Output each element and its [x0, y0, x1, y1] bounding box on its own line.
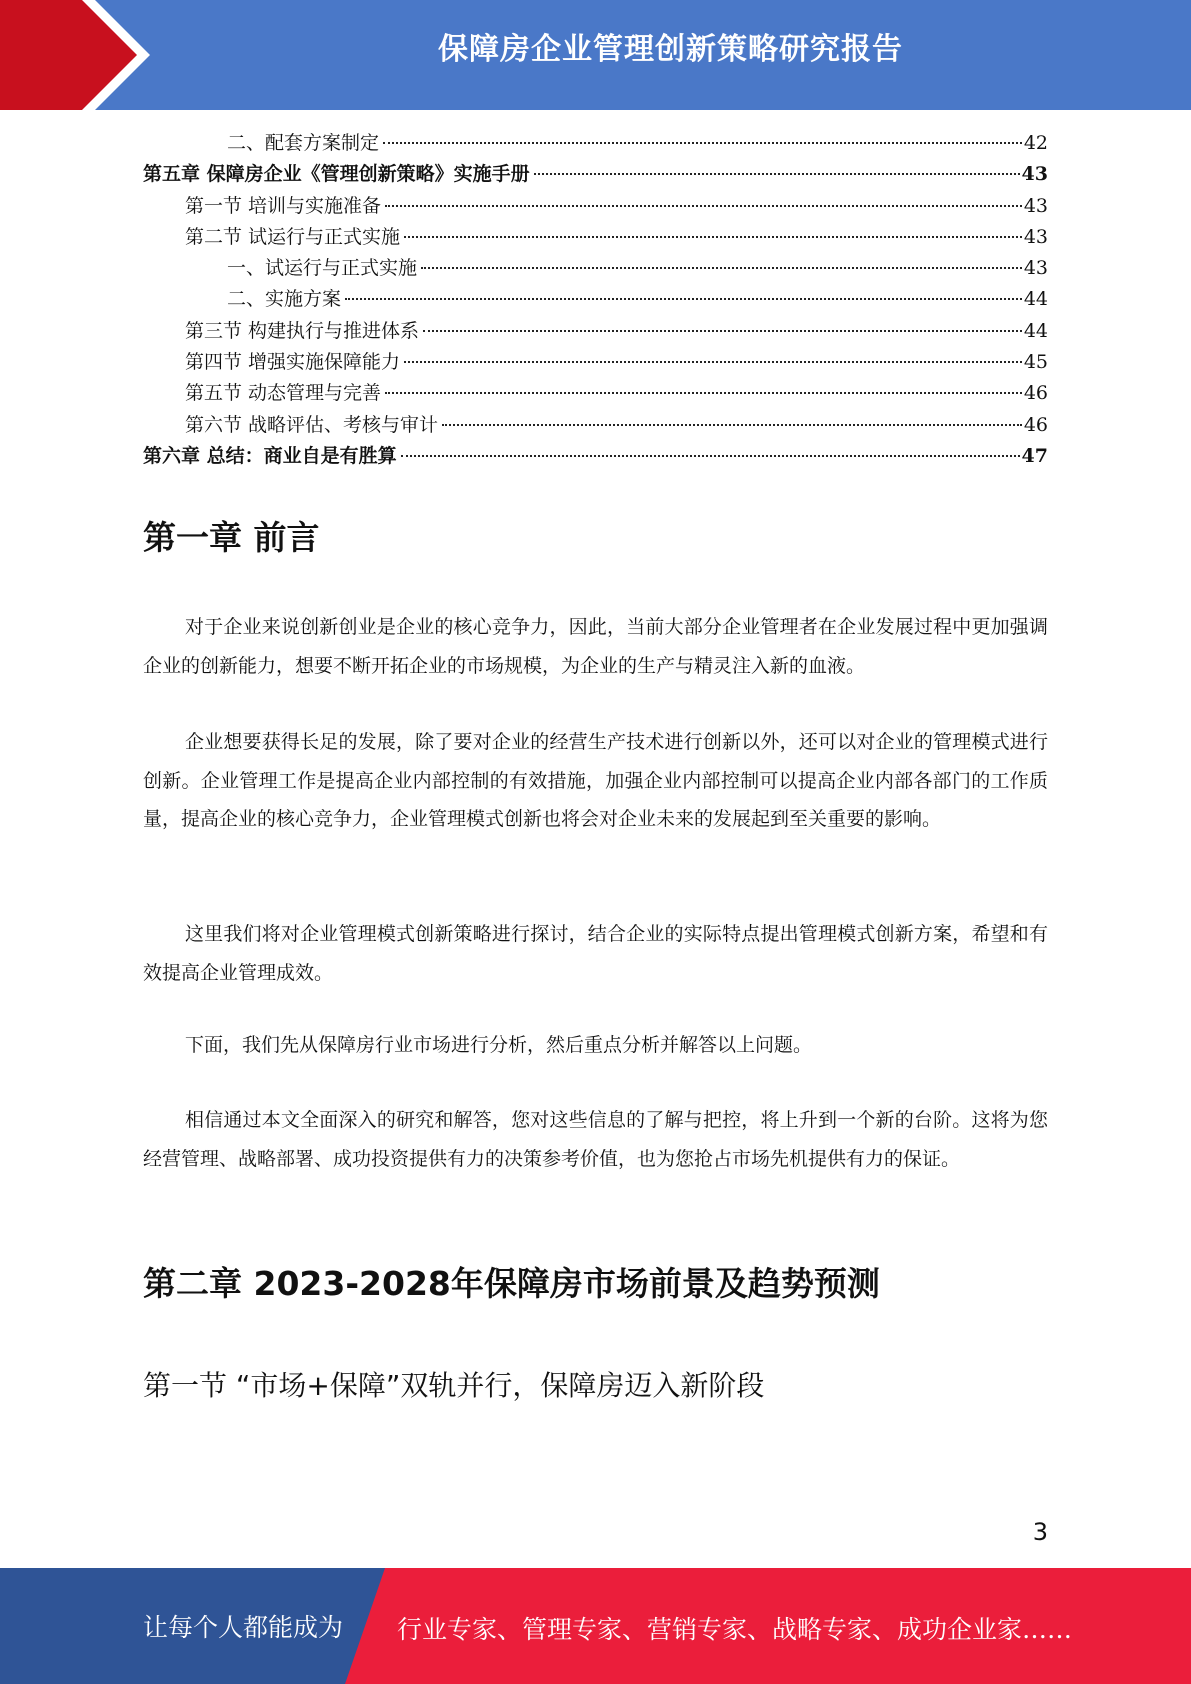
toc-entry[interactable] — [143, 191, 1048, 222]
toc-entry-label: 第三节 构建执行与推进体系 — [185, 319, 420, 342]
toc-leader-dots — [534, 173, 1020, 175]
table-of-contents — [143, 128, 1048, 472]
page-header — [0, 0, 1191, 110]
toc-entry[interactable] — [143, 410, 1048, 441]
toc-entry-label: 第四节 增强实施保障能力 — [185, 351, 401, 374]
toc-entry[interactable] — [143, 128, 1048, 159]
chapter-1-paragraph: 下面，我们先从保障房行业市场进行分析，然后重点分析并解答以上问题。 — [185, 1034, 813, 1056]
toc-entry-page: 46 — [1023, 382, 1048, 405]
report-title: 保障房企业管理创新策略研究报告 — [438, 32, 903, 67]
toc-entry-page: 42 — [1023, 132, 1048, 154]
toc-leader-dots — [385, 392, 1022, 394]
toc-entry-page: 44 — [1023, 319, 1048, 342]
toc-leader-dots — [401, 455, 1020, 457]
toc-entry[interactable] — [143, 441, 1048, 472]
toc-entry-page: 43 — [1023, 194, 1048, 217]
toc-leader-dots — [383, 142, 1022, 144]
page-footer — [0, 1568, 1191, 1684]
chapter-1-paragraph: 这里我们将对企业管理模式创新策略进行探讨，结合企业的实际特点提出管理模式创新方案，希望和有效提高企业管理成效。 — [143, 923, 1048, 984]
toc-entry[interactable] — [143, 378, 1048, 409]
toc-leader-dots — [404, 361, 1022, 363]
toc-entry[interactable] — [143, 253, 1048, 284]
toc-entry-label: 第五节 动态管理与完善 — [185, 382, 382, 405]
toc-entry-page: 45 — [1023, 351, 1048, 374]
toc-entry-label: 二、配套方案制定 — [227, 132, 380, 154]
toc-entry-page: 43 — [1023, 257, 1048, 280]
toc-entry-label: 一、试运行与正式实施 — [227, 257, 418, 280]
chapter-2-heading: 第二章 2023-2028年保障房市场前景及趋势预测 — [143, 1264, 880, 1303]
toc-entry-label: 第一节 培训与实施准备 — [185, 194, 382, 217]
header-arrow-decoration — [0, 0, 160, 110]
toc-entry[interactable] — [143, 222, 1048, 253]
toc-entry-page: 44 — [1023, 288, 1048, 311]
toc-entry-label: 第五章 保障房企业《管理创新策略》实施手册 — [143, 163, 530, 186]
toc-entry-page: 47 — [1021, 444, 1048, 467]
footer-slogan-right: 行业专家、管理专家、营销专家、战略专家、成功企业家…… — [397, 1615, 1073, 1644]
toc-entry-page: 46 — [1023, 413, 1048, 436]
toc-leader-dots — [345, 298, 1022, 300]
toc-entry-label: 二、实施方案 — [227, 288, 342, 311]
toc-leader-dots — [442, 424, 1022, 426]
chapter-1-paragraph: 企业想要获得长足的发展，除了要对企业的经营生产技术进行创新以外，还可以对企业的管理模式进行创新。企业管理工作是提高企业内部控制的有效措施，加强企业内部控制可以提高企业内部各部门的工作质量，提高企业的核心竞争力，企业管理模式创新也将会对企业未来的发展起到至关重要的影响。 — [143, 731, 1048, 830]
chapter-1-paragraph: 相信通过本文全面深入的研究和解答，您对这些信息的了解与把控，将上升到一个新的台阶。这将为您经营管理、战略部署、成功投资提供有力的决策参考价值，也为您抢占市场先机提供有力的保证。 — [143, 1109, 1048, 1170]
toc-entry-page: 43 — [1021, 163, 1048, 186]
toc-entry-label: 第六节 战略评估、考核与审计 — [185, 413, 439, 436]
toc-leader-dots — [404, 236, 1022, 238]
toc-entry[interactable] — [143, 284, 1048, 315]
chapter-1-paragraph: 对于企业来说创新创业是企业的核心竞争力，因此，当前大部分企业管理者在企业发展过程中更加强调企业的创新能力，想要不断开拓企业的市场规模，为企业的生产与精灵注入新的血液。 — [143, 616, 1048, 677]
toc-entry[interactable] — [143, 159, 1048, 190]
page-number: 3 — [1032, 1518, 1048, 1546]
toc-entry-label: 第六章 总结：商业自是有胜算 — [143, 444, 397, 467]
toc-leader-dots — [385, 205, 1022, 207]
toc-entry-label: 第二节 试运行与正式实施 — [185, 225, 401, 248]
toc-entry[interactable] — [143, 347, 1048, 378]
footer-slogan-left: 让每个人都能成为 — [143, 1613, 344, 1642]
toc-leader-dots — [423, 330, 1022, 332]
toc-leader-dots — [421, 267, 1022, 269]
section-1-heading: 第一节 “市场+保障”双轨并行，保障房迈入新阶段 — [143, 1369, 765, 1402]
toc-entry[interactable] — [143, 316, 1048, 347]
toc-entry-page: 43 — [1023, 225, 1048, 248]
chapter-1-heading: 第一章 前言 — [143, 518, 320, 557]
